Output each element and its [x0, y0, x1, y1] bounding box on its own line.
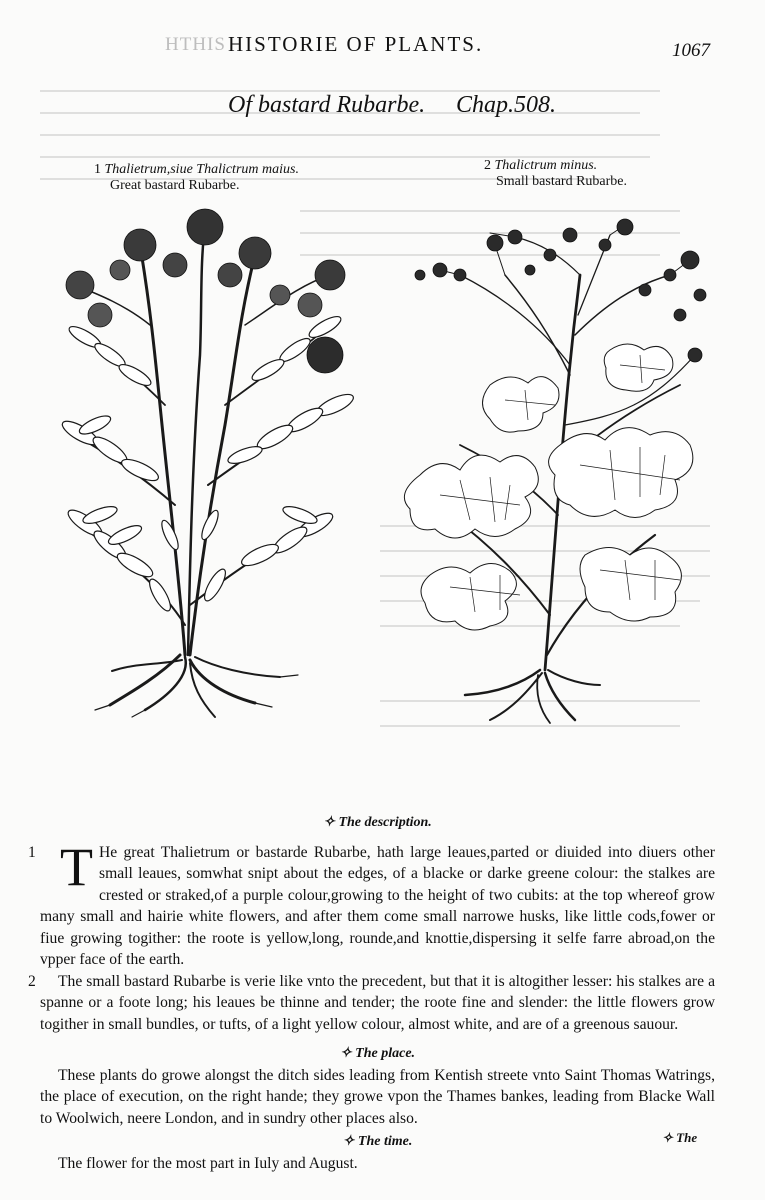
body-text — [28, 812, 715, 1174]
running-header — [0, 30, 765, 60]
small-bastard-rubarbe-woodcut — [400, 215, 720, 730]
time-heading: ✧ The time. — [342, 1134, 413, 1149]
figure-1-caption — [94, 162, 299, 194]
paragraph-2-number: 2 — [28, 972, 36, 990]
figure-1-english-name: Great bastard Rubarbe. — [110, 178, 240, 193]
page-number: 1067 — [672, 40, 710, 61]
running-head: HISTORIE OF PLANTS. — [228, 32, 484, 56]
chapter-title: Of bastard Rubarbe. — [228, 92, 426, 118]
great-bastard-rubarbe-woodcut — [40, 205, 370, 725]
time-paragraph: The flower for the most part in Iuly and August. — [58, 1154, 358, 1172]
figure-2-latin-name: Thalictrum minus. — [494, 158, 598, 173]
paragraph-1-number: 1 — [28, 843, 36, 861]
place-paragraph: These plants do growe alongst the ditch sides leading from Kentish streete vnto Saint Thomas Watrings, the place of execution, on the right hande; they growe vpon the Thames bankes, leading from Blacke Wall to Woolwich, neere London, and in sundry other places also. — [40, 1066, 715, 1127]
figure-2-caption — [484, 158, 627, 190]
chapter-number: Chap.508. — [456, 92, 557, 118]
figure-1-number: 1 — [94, 162, 101, 177]
paragraph-1-text: He great Thalietrum or bastarde Rubarbe, hath large leaues,parted or diuided into diuers other small leaues, somwhat snipt about the edges, of a blacke or darke greene colour: the stalkes are crested or straked,of a purple colour,growing to the height of two cubits: at the top whereof grow many small and hairie white flowers, and after them come small narrowe husks, like little cods,fower or fiue growing togither: the roote is yellow,long, rounde,and knottie,dispersing it selfe farre abroad,on the vpper face of the earth. — [40, 843, 715, 968]
catchword: ✧ The — [662, 1130, 698, 1145]
place-heading: ✧ The place. — [339, 1046, 416, 1061]
figure-2-english-name: Small bastard Rubarbe. — [496, 174, 628, 189]
description-paragraph-2 — [28, 971, 715, 1036]
chapter-heading — [0, 92, 765, 122]
figure-1-latin-name: Thalietrum,siue Thalictrum maius. — [104, 162, 299, 177]
paragraph-2-text: The small bastard Rubarbe is verie like vnto the precedent, but that it is altogither lesser: his stalkes are a spanne or a foote long; his leaues be thinne and tender; the roote fine and slender: the little flowers grow togither in small bundles, or tufts, of a light yellow colour, almost white, and are of a greenous sauour. — [40, 972, 715, 1033]
figure-2-number: 2 — [484, 158, 491, 173]
description-heading: ✧ The description. — [323, 815, 432, 830]
drop-cap: T — [60, 836, 93, 897]
description-paragraph-1 — [28, 836, 715, 971]
show-through-running-head: HTHIS — [165, 34, 226, 55]
